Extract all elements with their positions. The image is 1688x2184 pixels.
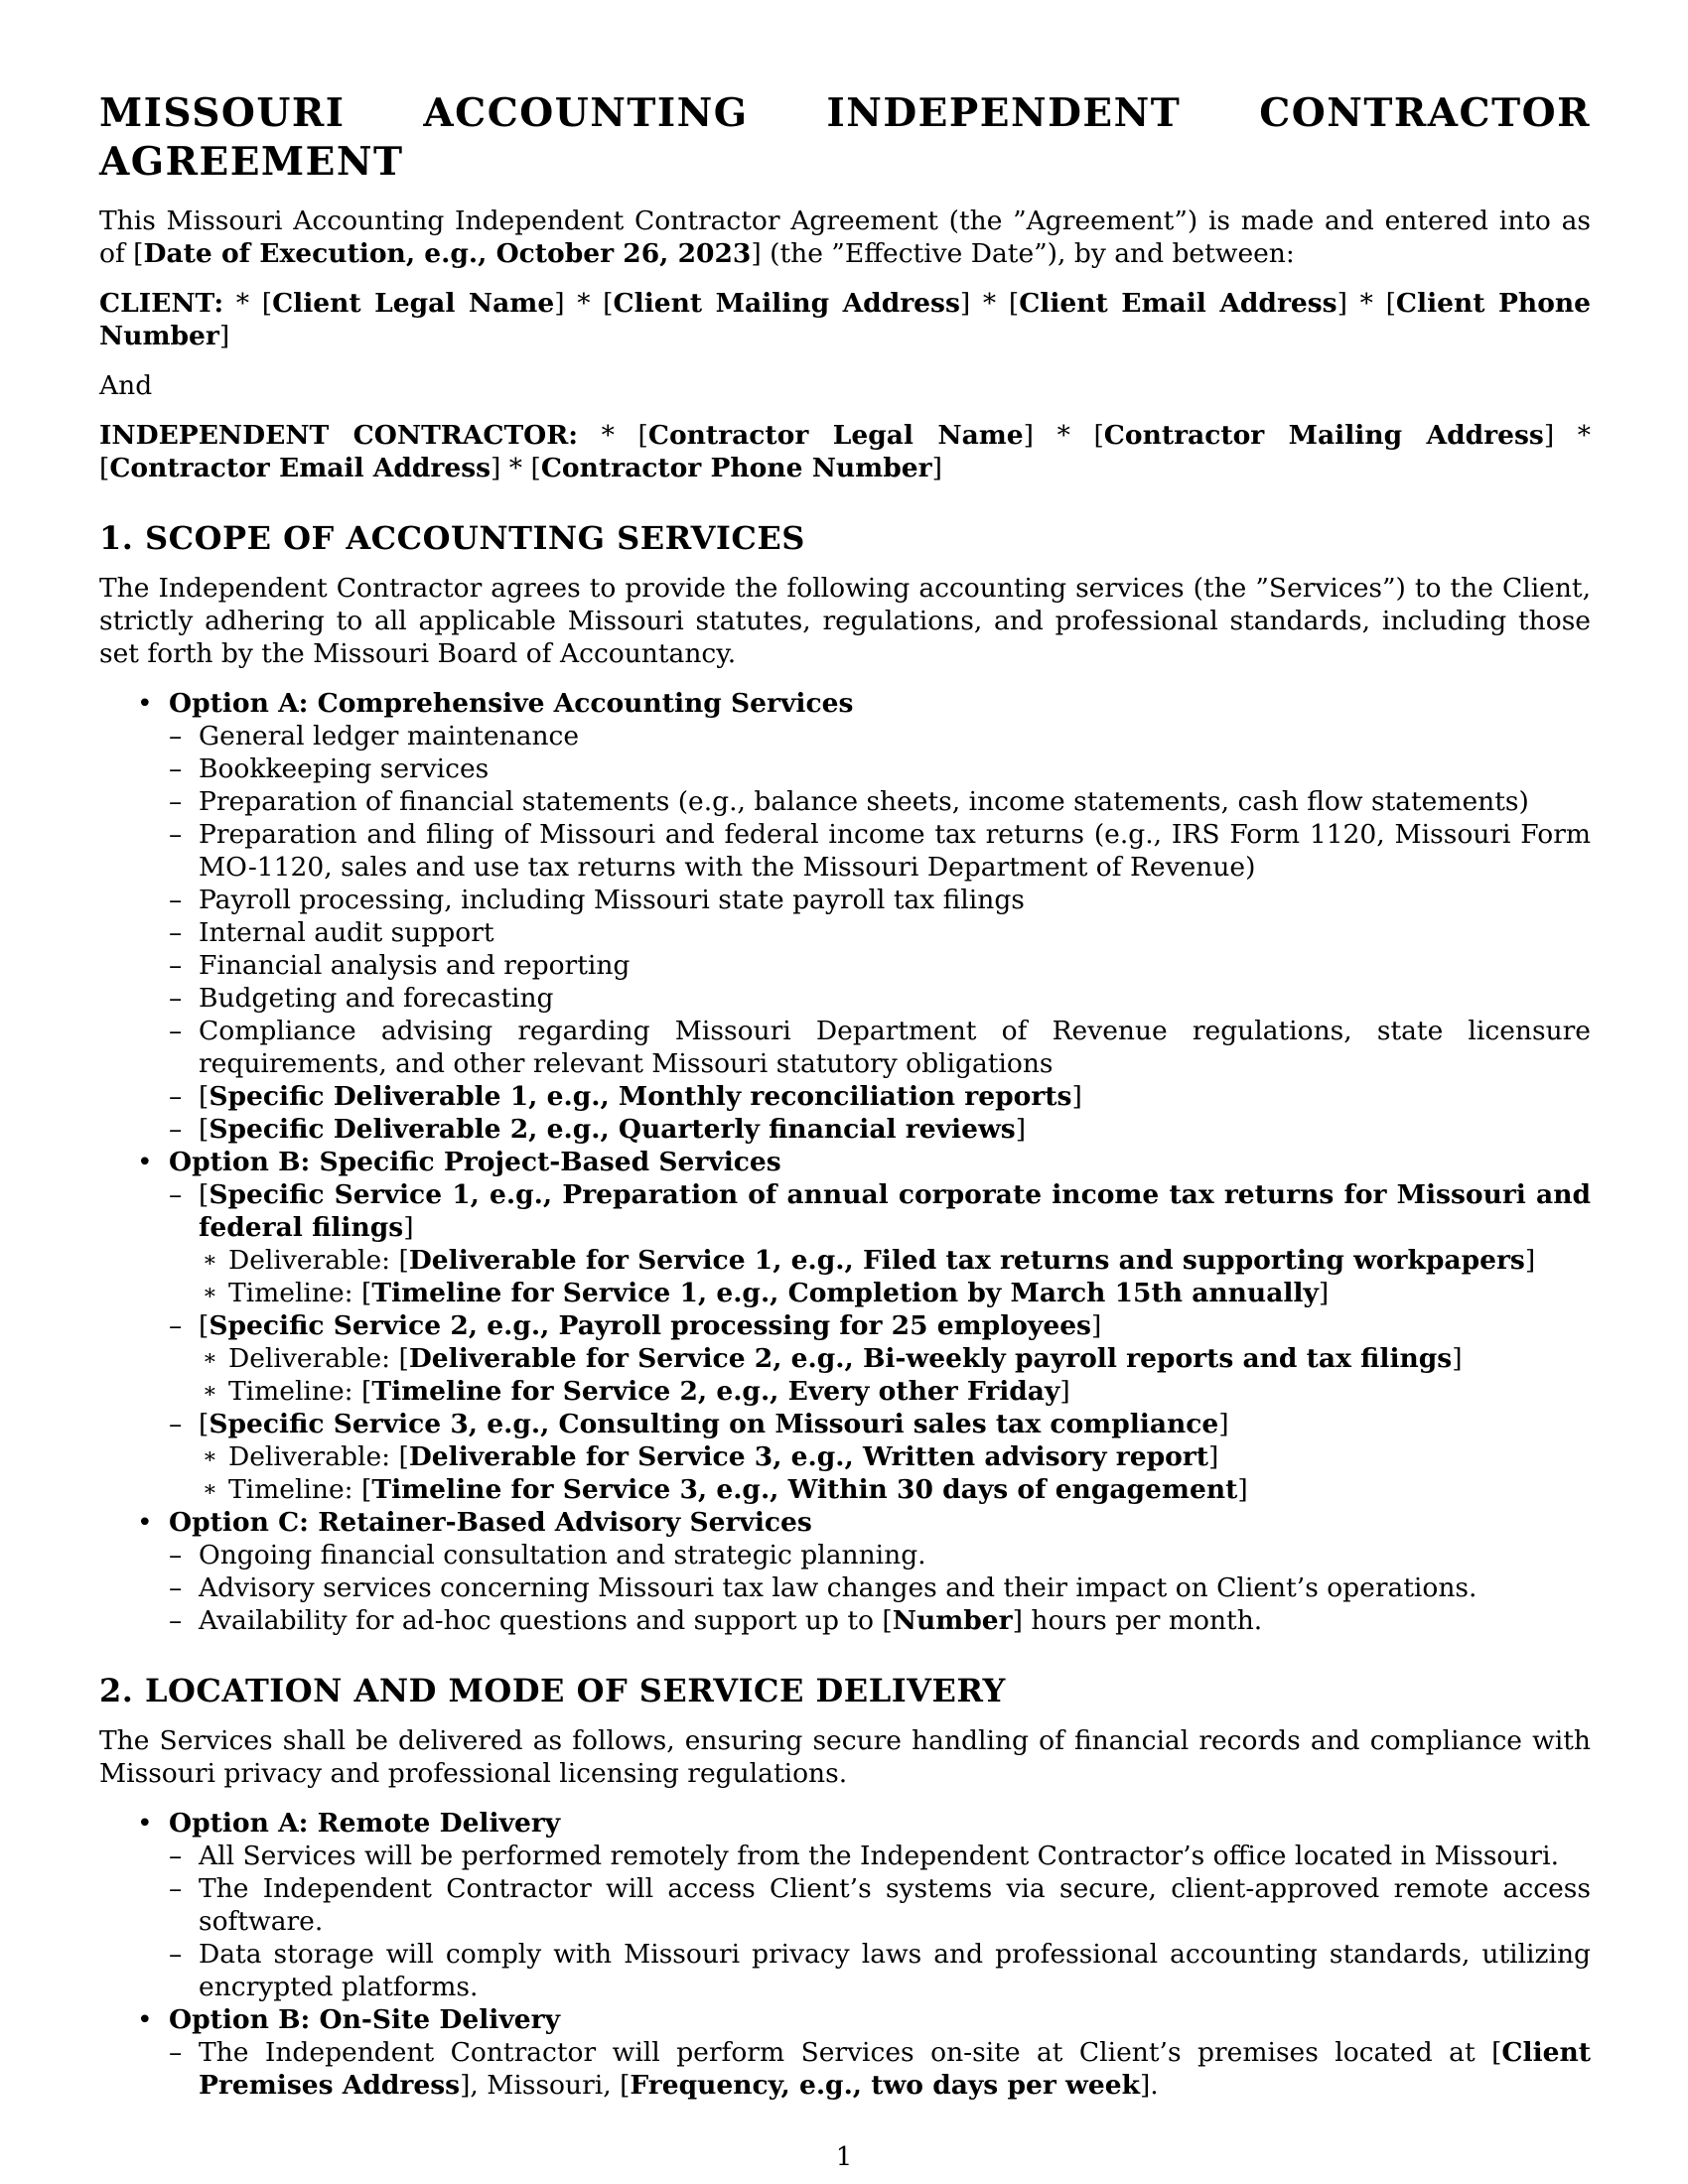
option-title: Option B: On-Site Delivery bbox=[169, 2004, 560, 2035]
intro-paragraph: This Missouri Accounting Independent Contractor Agreement (the ”Agreement”) is made and entered into as of [Date of Execution, e.g., October 26, 2023] (the ”Effective Date”), by and between: bbox=[99, 205, 1591, 269]
client-field: Client Mailing Address bbox=[613, 288, 960, 319]
number-placeholder: Number bbox=[892, 1605, 1013, 1636]
option-c-list bbox=[169, 1539, 1591, 1637]
timeline-line: ∗ Timeline: [Timeline for Service 3, e.g., Within 30 days of engagement] bbox=[199, 1473, 1591, 1506]
list-item: – Availability for ad-hoc questions and support up to [Number] hours per month. bbox=[169, 1604, 1591, 1637]
timeline-line: ∗ Timeline: [Timeline for Service 2, e.g., Every other Friday] bbox=[199, 1375, 1591, 1408]
list-item: – General ledger maintenance bbox=[169, 720, 1591, 752]
list-item: – Payroll processing, including Missouri state payroll tax filings bbox=[169, 884, 1591, 916]
document-title: MISSOURI ACCOUNTING INDEPENDENT CONTRACTOR AGREEMENT bbox=[99, 90, 1591, 185]
client-label: CLIENT: bbox=[99, 288, 224, 319]
section-intro: The Independent Contractor agrees to provide the following accounting services (the ”Services”) to the Client, strictly adhering to all applicable Missouri statutes, regulations, and professional standards, including those set forth by the Missouri Board of Accountancy. bbox=[99, 573, 1591, 669]
contractor-field: Contractor Email Address bbox=[109, 453, 492, 483]
service-details bbox=[199, 1440, 1591, 1506]
document-page bbox=[99, 89, 1591, 2102]
contractor-block: INDEPENDENT CONTRACTOR: * [Contractor Legal Name] * [Contractor Mailing Address] * [Contractor Email Address] * [Contractor Phone Number] bbox=[99, 420, 1592, 483]
option-item bbox=[99, 1807, 1591, 2003]
contractor-field: Contractor Phone Number bbox=[540, 453, 932, 483]
list-item: – Advisory services concerning Missouri tax law changes and their impact on Client’s operations. bbox=[169, 1571, 1591, 1604]
list-item: – Compliance advising regarding Missouri Department of Revenue regulations, state licensure requirements, and other relevant Missouri statutory obligations bbox=[169, 1015, 1591, 1080]
client-field: Client Legal Name bbox=[272, 288, 555, 319]
service-placeholder: Specific Service 2, e.g., Payroll processing for 25 employees bbox=[209, 1310, 1091, 1341]
list-item: – [Specific Deliverable 2, e.g., Quarterly financial reviews] bbox=[169, 1113, 1591, 1146]
option-item bbox=[99, 687, 1591, 1146]
delivery-options-list bbox=[99, 1807, 1591, 2102]
list-item: – Preparation of financial statements (e.g., balance sheets, income statements, cash flow statements) bbox=[169, 785, 1591, 818]
service-details bbox=[199, 1244, 1591, 1309]
contractor-label: INDEPENDENT CONTRACTOR: bbox=[99, 420, 579, 451]
option-item bbox=[99, 1506, 1591, 1637]
section-heading: 1. SCOPE OF ACCOUNTING SERVICES bbox=[99, 519, 805, 557]
list-item: – Ongoing financial consultation and strategic planning. bbox=[169, 1539, 1591, 1571]
deliverable-line: ∗ Deliverable: [Deliverable for Service 1, e.g., Filed tax returns and supporting workpapers] bbox=[199, 1244, 1591, 1277]
option-title: Option C: Retainer-Based Advisory Services bbox=[169, 1507, 812, 1538]
client-block: CLIENT: * [Client Legal Name] * [Client Mailing Address] * [Client Email Address] * [Client Phone Number] bbox=[99, 288, 1592, 351]
remote-delivery-list bbox=[169, 1840, 1591, 2003]
list-item: – All Services will be performed remotely from the Independent Contractor’s office located in Missouri. bbox=[169, 1840, 1591, 1872]
deliverable-line: ∗ Deliverable: [Deliverable for Service 2, e.g., Bi-weekly payroll reports and tax filings] bbox=[199, 1342, 1591, 1375]
option-b-list bbox=[169, 1178, 1591, 1506]
service-item: – [Specific Service 2, e.g., Payroll processing for 25 employees] ∗ Deliverable: [Deliverable for Service 2, e.g., Bi-weekly payroll reports and tax filings] ∗ Timeline: [Timeline for Service 2, e.g., Every other Friday] bbox=[169, 1309, 1591, 1408]
option-title: Option B: Specific Project-Based Services bbox=[169, 1147, 781, 1177]
option-title: Option A: Remote Delivery bbox=[169, 1808, 561, 1839]
list-item: – Financial analysis and reporting bbox=[169, 949, 1591, 982]
section-heading: 2. LOCATION AND MODE OF SERVICE DELIVERY bbox=[99, 1672, 1006, 1709]
deliverable-placeholder: Specific Deliverable 2, e.g., Quarterly financial reviews bbox=[209, 1114, 1016, 1145]
list-item: – Preparation and filing of Missouri and federal income tax returns (e.g., IRS Form 1120, Missouri Form MO-1120, sales and use tax returns with the Missouri Department of Revenue) bbox=[169, 818, 1591, 884]
service-item: – [Specific Service 1, e.g., Preparation of annual corporate income tax returns for Missouri and federal filings] ∗ Deliverable: [Deliverable for Service 1, e.g., Filed tax returns and supporting workpapers] ∗ Timeline: [Timeline for Service 1, e.g., Completion by March 15th annually] bbox=[169, 1178, 1591, 1309]
option-title: Option A: Comprehensive Accounting Services bbox=[169, 688, 854, 719]
deliverable-placeholder: Specific Deliverable 1, e.g., Monthly reconciliation reports bbox=[209, 1081, 1072, 1112]
list-item: – Data storage will comply with Missouri privacy laws and professional accounting standards, utilizing encrypted platforms. bbox=[169, 1938, 1591, 2003]
client-field: Client Email Address bbox=[1019, 288, 1337, 319]
list-item: – Budgeting and forecasting bbox=[169, 982, 1591, 1015]
service-placeholder: Specific Service 1, e.g., Preparation of annual corporate income tax returns for Missouri and federal filings bbox=[199, 1179, 1591, 1243]
and-text: And bbox=[99, 370, 153, 401]
contractor-field: Contractor Legal Name bbox=[647, 420, 1024, 451]
service-placeholder: Specific Service 3, e.g., Consulting on Missouri sales tax compliance bbox=[209, 1409, 1219, 1439]
list-item: – Bookkeeping services bbox=[169, 752, 1591, 785]
option-item bbox=[99, 2003, 1591, 2102]
list-item: – The Independent Contractor will access Client’s systems via secure, client-approved remote access software. bbox=[169, 1872, 1591, 1938]
services-options-list bbox=[99, 687, 1591, 1637]
list-item: – The Independent Contractor will perform Services on-site at Client’s premises located at [Client Premises Address], Missouri, [Frequency, e.g., two days per week]. bbox=[169, 2036, 1591, 2102]
option-item bbox=[99, 1146, 1591, 1506]
section-intro: The Services shall be delivered as follows, ensuring secure handling of financial records and compliance with Missouri privacy and professional licensing regulations. bbox=[99, 1725, 1591, 1789]
page-number: 1 bbox=[835, 2142, 853, 2172]
address-placeholder: Client Premises Address bbox=[199, 2037, 1591, 2101]
timeline-line: ∗ Timeline: [Timeline for Service 1, e.g., Completion by March 15th annually] bbox=[199, 1277, 1591, 1309]
deliverable-line: ∗ Deliverable: [Deliverable for Service 3, e.g., Written advisory report] bbox=[199, 1440, 1591, 1473]
contractor-field: Contractor Mailing Address bbox=[1103, 420, 1544, 451]
client-field: Client Phone Number bbox=[99, 288, 1592, 351]
option-a-list bbox=[169, 720, 1591, 1146]
service-item: – [Specific Service 3, e.g., Consulting on Missouri sales tax compliance] ∗ Deliverable: [Deliverable for Service 3, e.g., Written advisory report] ∗ Timeline: [Timeline for Service 3, e.g., Within 30 days of engagement] bbox=[169, 1408, 1591, 1506]
list-item: – [Specific Deliverable 1, e.g., Monthly reconciliation reports] bbox=[169, 1080, 1591, 1113]
date-placeholder: Date of Execution, e.g., October 26, 2023 bbox=[143, 238, 752, 269]
onsite-delivery-list bbox=[169, 2036, 1591, 2102]
list-item: – Internal audit support bbox=[169, 916, 1591, 949]
frequency-placeholder: Frequency, e.g., two days per week bbox=[630, 2070, 1140, 2101]
service-details bbox=[199, 1342, 1591, 1408]
